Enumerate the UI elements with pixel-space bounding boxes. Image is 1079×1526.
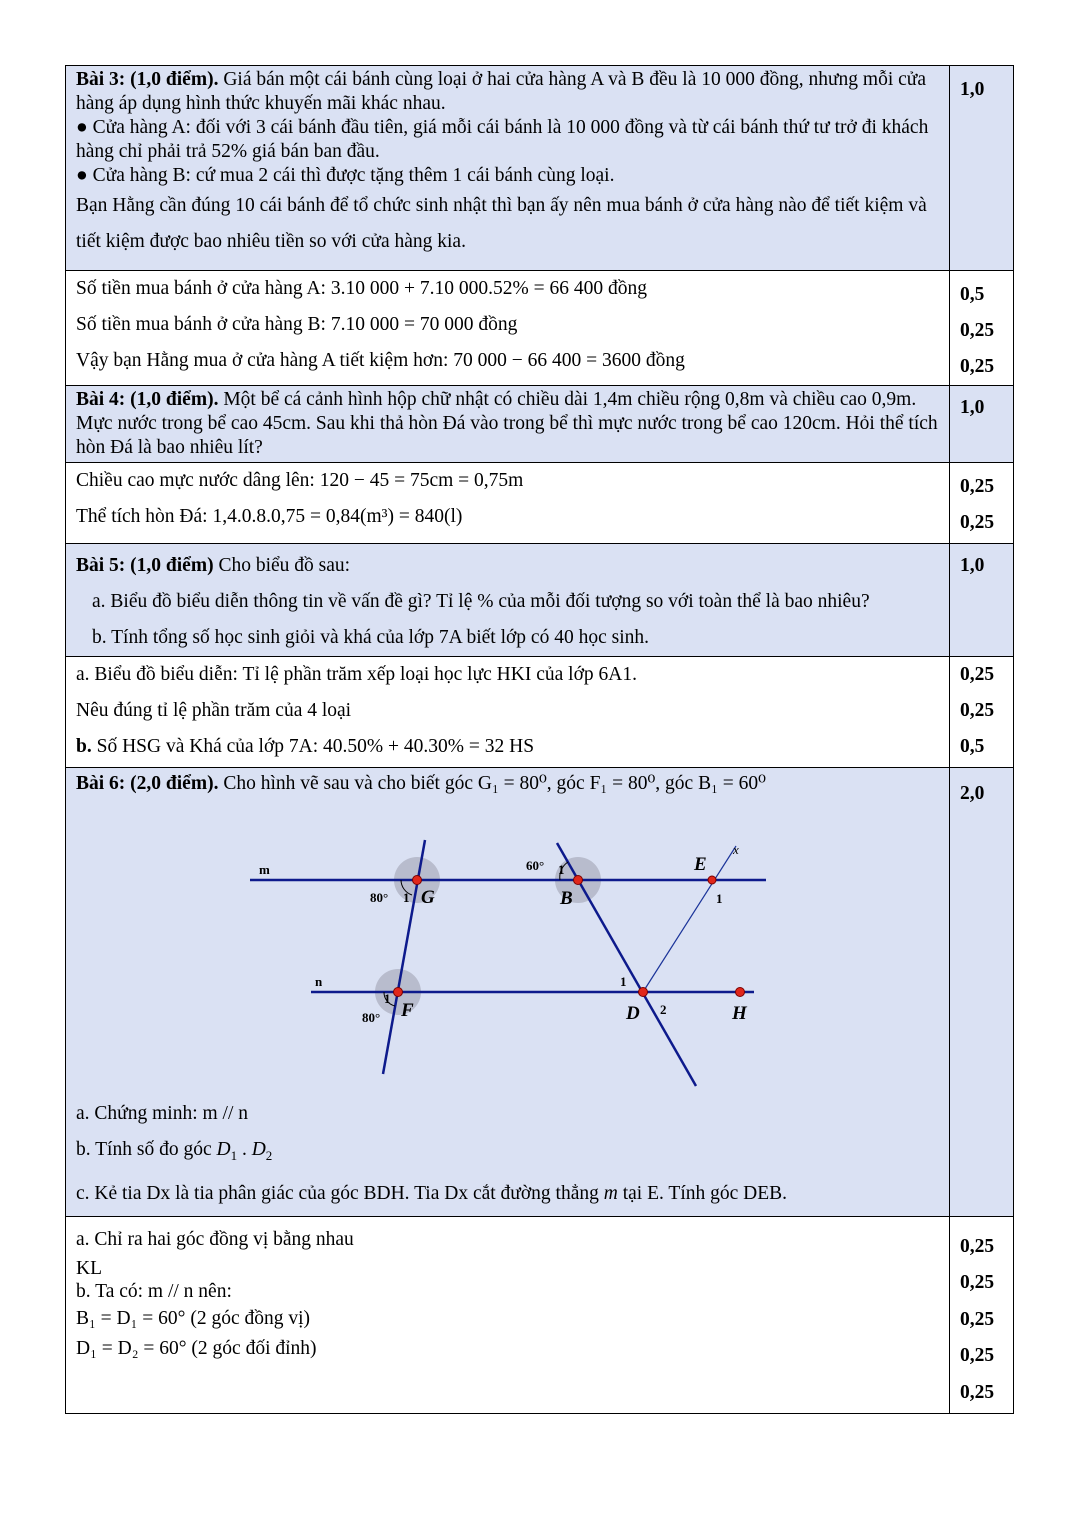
label-h: H xyxy=(732,1003,747,1024)
label-b: B xyxy=(560,888,573,909)
question-b-text: b. Tính số đo góc xyxy=(76,1139,217,1160)
score-4-2: 0,25 xyxy=(960,512,995,533)
answer-6-line-5: D₁ = D₂ = 60° (2 góc đối đỉnh) xyxy=(76,1337,317,1359)
problem-6-answer-row xyxy=(66,1216,1014,1414)
label-g-angle: 80° xyxy=(370,890,389,905)
problem-5-title: Bài 5: (1,0 điểm) xyxy=(76,555,214,576)
problem-3-text: Giá bán một cái bánh cùng loại ở hai cửa hàng A và B đều là 10 000 đồng, nhưng mỗi cửa hàng áp dụng hình thức khuyến mãi khác nhau. xyxy=(76,69,927,114)
answer-4-line-1: Chiều cao mực nước dâng lên: 120 − 45 = 75cm = 0,75m xyxy=(76,470,524,491)
label-g: G xyxy=(421,887,435,908)
answer-6-line-2: KL xyxy=(76,1257,102,1279)
geometry-figure xyxy=(76,802,936,1092)
problem-6-title: Bài 6: (2,0 điểm). xyxy=(76,773,219,794)
point-b xyxy=(574,876,583,885)
score-6-2: 0,25 xyxy=(960,1272,995,1294)
answer-6-line-4: B₁ = D₁ = 60° (2 góc đồng vị) xyxy=(76,1307,311,1329)
answer-5-line-3 xyxy=(76,729,941,765)
problem-6-score: 2,0 xyxy=(950,768,1014,1217)
label-m: m xyxy=(259,862,270,877)
problem-5-row xyxy=(66,544,1014,657)
problem-5-answer-row xyxy=(66,657,1014,768)
angle-d2: D xyxy=(251,1139,266,1160)
score-5-1: 0,25 xyxy=(960,664,995,685)
problem-3-statement xyxy=(66,66,950,271)
problem-5-text: Cho biểu đồ sau: xyxy=(213,555,351,576)
question-b-sep: . xyxy=(237,1139,252,1160)
problem-4-row xyxy=(66,386,1014,463)
score-5-3: 0,5 xyxy=(960,736,985,757)
ray-dx xyxy=(643,846,736,992)
answer-5-b-label: b. xyxy=(76,736,92,757)
label-b-1: 1 xyxy=(558,862,565,877)
problem-3-store-b: ● Cửa hàng B: cứ mua 2 cái thì được tặng thêm 1 cái bánh cùng loại. xyxy=(76,165,615,186)
answer-6-line-3: b. Ta có: m // n nên: xyxy=(76,1280,232,1302)
label-b-angle: 60° xyxy=(526,858,545,873)
problem-5-answer-scores xyxy=(950,657,1014,768)
point-g xyxy=(413,876,422,885)
answer-6-line-1: a. Chỉ ra hai góc đồng vị bằng nhau xyxy=(76,1228,354,1250)
problem-3-store-a: ● Cửa hàng A: đối với 3 cái bánh đầu tiên, giá mỗi cái bánh là 10 000 đồng và từ cái bánh thứ tư trở đi khách hàng chỉ phải trả 52% giá bán ban đầu. xyxy=(76,117,929,162)
label-f-1: 1 xyxy=(384,991,391,1006)
problem-3-score: 1,0 xyxy=(950,66,1014,271)
label-f-angle: 80° xyxy=(362,1010,381,1025)
problem-3-answer-scores xyxy=(950,271,1014,386)
score-3-2: 0,25 xyxy=(960,320,995,341)
problem-6-statement xyxy=(66,768,950,1217)
point-d xyxy=(639,988,648,997)
score-6-5: 0,25 xyxy=(960,1381,995,1403)
label-g-1: 1 xyxy=(403,890,410,905)
problem-4-title: Bài 4: (1,0 điểm). xyxy=(76,389,219,410)
problem-5-answer xyxy=(66,657,950,768)
label-e-1: 1 xyxy=(716,891,723,906)
problem-4-score: 1,0 xyxy=(950,386,1014,463)
label-x: x xyxy=(733,842,739,857)
problem-6-question-a: a. Chứng minh: m // n xyxy=(76,1103,248,1124)
problem-5-score: 1,0 xyxy=(950,544,1014,657)
answer-5-b-text: Số HSG và Khá của lớp 7A: 40.50% + 40.30% = 32 HS xyxy=(91,736,535,757)
problem-6-question-c xyxy=(76,1174,941,1214)
problem-4-text: Một bể cá cảnh hình hộp chữ nhật có chiều dài 1,4m chiều rộng 0,8m và chiều cao 0,9m. Mực nước trong bể cao 45cm. Sau khi thả hòn Đá vào trong bể thì mực nước trong bể cao 120cm. Hỏi thể tích hòn Đá là bao nhiêu lít? xyxy=(76,389,938,458)
label-d: D xyxy=(626,1003,640,1024)
angle-d2-sub: 2 xyxy=(265,1147,273,1163)
problem-3-row xyxy=(66,66,1014,271)
problem-4-answer xyxy=(66,463,950,544)
answer-3-line-3: Vậy bạn Hằng mua ở cửa hàng A tiết kiệm hơn: 70 000 − 66 400 = 3600 đồng xyxy=(76,350,685,371)
angle-d1-sub: 1 xyxy=(230,1147,238,1163)
score-6-1: 0,25 xyxy=(960,1235,995,1257)
problem-3-question: Bạn Hằng cần đúng 10 cái bánh để tổ chức sinh nhật thì bạn ấy nên mua bánh ở cửa hàng nào để tiết kiệm và tiết kiệm được bao nhiêu tiền so với cửa hàng kia. xyxy=(76,195,927,252)
problem-3-answer-row xyxy=(66,271,1014,386)
problem-6-text: Cho hình vẽ sau và cho biết góc G₁ = 80⁰, góc F₁ = 80⁰, góc B₁ = 60⁰ xyxy=(218,773,766,794)
answer-5-line-2: Nêu đúng tỉ lệ phần trăm của 4 loại xyxy=(76,700,352,721)
score-5-2: 0,25 xyxy=(960,700,995,721)
answer-3-line-1: Số tiền mua bánh ở cửa hàng A: 3.10 000 + 7.10 000.52% = 66 400 đồng xyxy=(76,278,647,299)
problem-6-answer-scores xyxy=(950,1216,1014,1414)
score-3-1: 0,5 xyxy=(960,284,985,305)
question-c-text-end: tại E. Tính góc DEB. xyxy=(617,1182,788,1204)
label-n: n xyxy=(315,974,323,989)
problem-6-question-b xyxy=(76,1132,941,1174)
problem-4-answer-scores xyxy=(950,463,1014,544)
problem-6-answer xyxy=(66,1216,950,1414)
problem-5-question-a: a. Biểu đồ biểu diễn thông tin về vấn đề gì? Tỉ lệ % của mỗi đối tượng so với toàn thể là bao nhiêu? xyxy=(92,591,870,612)
question-c-m: m xyxy=(603,1182,618,1204)
problem-3-title: Bài 3: (1,0 điểm). xyxy=(76,69,219,90)
problem-5-statement xyxy=(66,544,950,657)
label-e: E xyxy=(694,854,707,875)
answer-table xyxy=(65,65,1014,1414)
score-6-3: 0,25 xyxy=(960,1308,995,1330)
label-d-2: 2 xyxy=(660,1002,667,1017)
answer-3-line-2: Số tiền mua bánh ở cửa hàng B: 7.10 000 = 70 000 đồng xyxy=(76,314,518,335)
score-3-3: 0,25 xyxy=(960,356,995,377)
question-c-text: c. Kẻ tia Dx là tia phân giác của góc BDH. Tia Dx cắt đường thẳng xyxy=(76,1182,604,1204)
point-e xyxy=(708,876,716,884)
score-4-1: 0,25 xyxy=(960,476,995,497)
problem-3-answer xyxy=(66,271,950,386)
point-f xyxy=(394,988,403,997)
problem-4-answer-row xyxy=(66,463,1014,544)
angle-d1: D xyxy=(216,1139,231,1160)
score-6-4: 0,25 xyxy=(960,1345,995,1367)
point-h xyxy=(736,988,745,997)
answer-5-line-1: a. Biểu đồ biểu diễn: Tỉ lệ phần trăm xếp loại học lực HKI của lớp 6A1. xyxy=(76,664,637,685)
label-d-1: 1 xyxy=(620,974,627,989)
label-f: F xyxy=(401,1000,414,1021)
problem-5-question-b: b. Tính tổng số học sinh giỏi và khá của lớp 7A biết lớp có 40 học sinh. xyxy=(92,627,649,648)
problem-4-statement xyxy=(66,386,950,463)
answer-4-line-2: Thể tích hòn Đá: 1,4.0.8.0,75 = 0,84(m³) = 840(l) xyxy=(76,506,463,527)
problem-6-row xyxy=(66,768,1014,1217)
